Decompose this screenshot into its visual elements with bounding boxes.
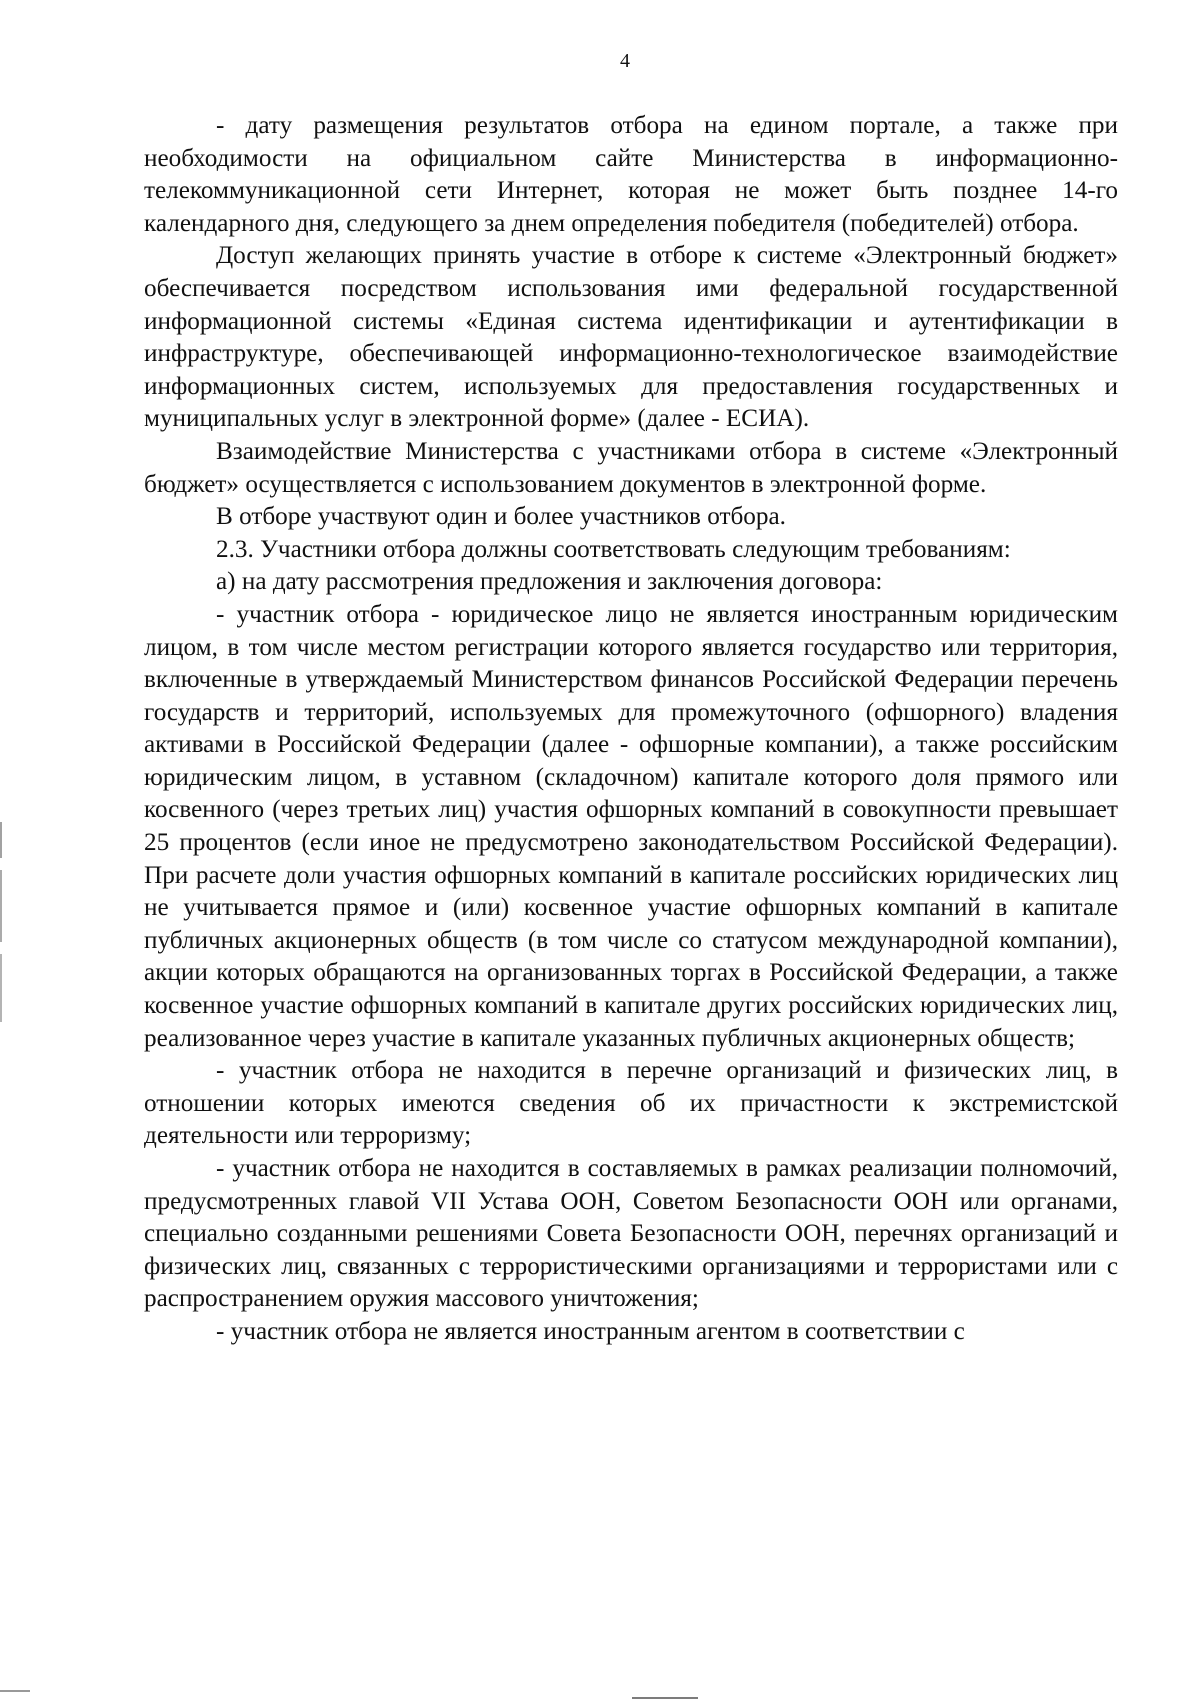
paragraph-esia-access: Доступ желающих принять участие в отборе к системе «Электронный бюджет» обеспечивается посредством использования ими федеральной государственной информационной системы «Единая система идентификации и аутентификации в инфраструктуре, обеспечивающей информационно-технологическое взаимодействие информационных систем, используемых для предоставления государственных и муниципальных услуг в электронной форме» (далее - ЕСИА). [144,242,1118,433]
scan-edge-artifact [0,822,2,1022]
paragraph-extremism-requirement: - участник отбора не находится в перечне организаций и физических лиц, в отношении которых имеются сведения об их причастности к экстремистской деятельности или терроризму; [144,1057,1118,1150]
scan-bottom-artifact [632,1697,698,1699]
paragraph-requirements-date: а) на дату рассмотрения предложения и заключения договора: [216,568,883,596]
page-number: 4 [620,50,630,72]
paragraph-participants-count: В отборе участвуют один и более участников отбора. [216,503,786,531]
paragraph-publication-date: - дату размещения результатов отбора на едином портале, а также при необходимости на официальном сайте Министерства в информационно-телекоммуникационной сети Интернет, которая не может быть позднее 14-го календарного дня, следующего за днем определения победителя (победителей) отбора. [144,112,1118,237]
document-body [144,110,1118,1349]
paragraph-un-sanctions-requirement: - участник отбора не находится в составляемых в рамках реализации полномочий, предусмотренных главой VII Устава ООН, Советом Безопасности ООН или органами, специально созданными решениями Совета Безопасности ООН, перечнях организаций и физических лиц, связанных с террористическими организациями и террористами или с распространением оружия массового уничтожения; [144,1155,1118,1313]
paragraph-requirements-heading: 2.3. Участники отбора должны соответствовать следующим требованиям: [216,535,1011,563]
paragraph-interaction: Взаимодействие Министерства с участниками отбора в системе «Электронный бюджет» осуществляется с использованием документов в электронной форме. [144,437,1118,498]
scan-bottom-left-artifact [0,1690,30,1692]
paragraph-offshore-requirement: - участник отбора - юридическое лицо не является иностранным юридическим лицом, в том числе местом регистрации которого является государство или территория, включенные в утверждаемый Министерством финансов Российской Федерации перечень государств и территорий, используемых для промежуточного (офшорного) владения активами в Российской Федерации (далее - офшорные компании), а также российским юридическим лицом, в уставном (складочном) капитале которого доля прямого или косвенного (через третьих лиц) участия офшорных компаний в совокупности превышает 25 процентов (если иное не предусмотрено законодательством Российской Федерации). При расчете доли участия офшорных компаний в капитале российских юридических лиц не учитывается прямое и (или) косвенное участие офшорных компаний в капитале публичных акционерных обществ (в том числе со статусом международной компании), акции которых обращаются на организованных торгах в Российской Федерации, а также косвенное участие офшорных компаний в капитале других российских юридических лиц, реализованное через участие в капитале указанных публичных акционерных обществ; [144,600,1118,1052]
paragraph-foreign-agent-requirement: - участник отбора не является иностранным агентом в соответствии с [216,1317,965,1345]
